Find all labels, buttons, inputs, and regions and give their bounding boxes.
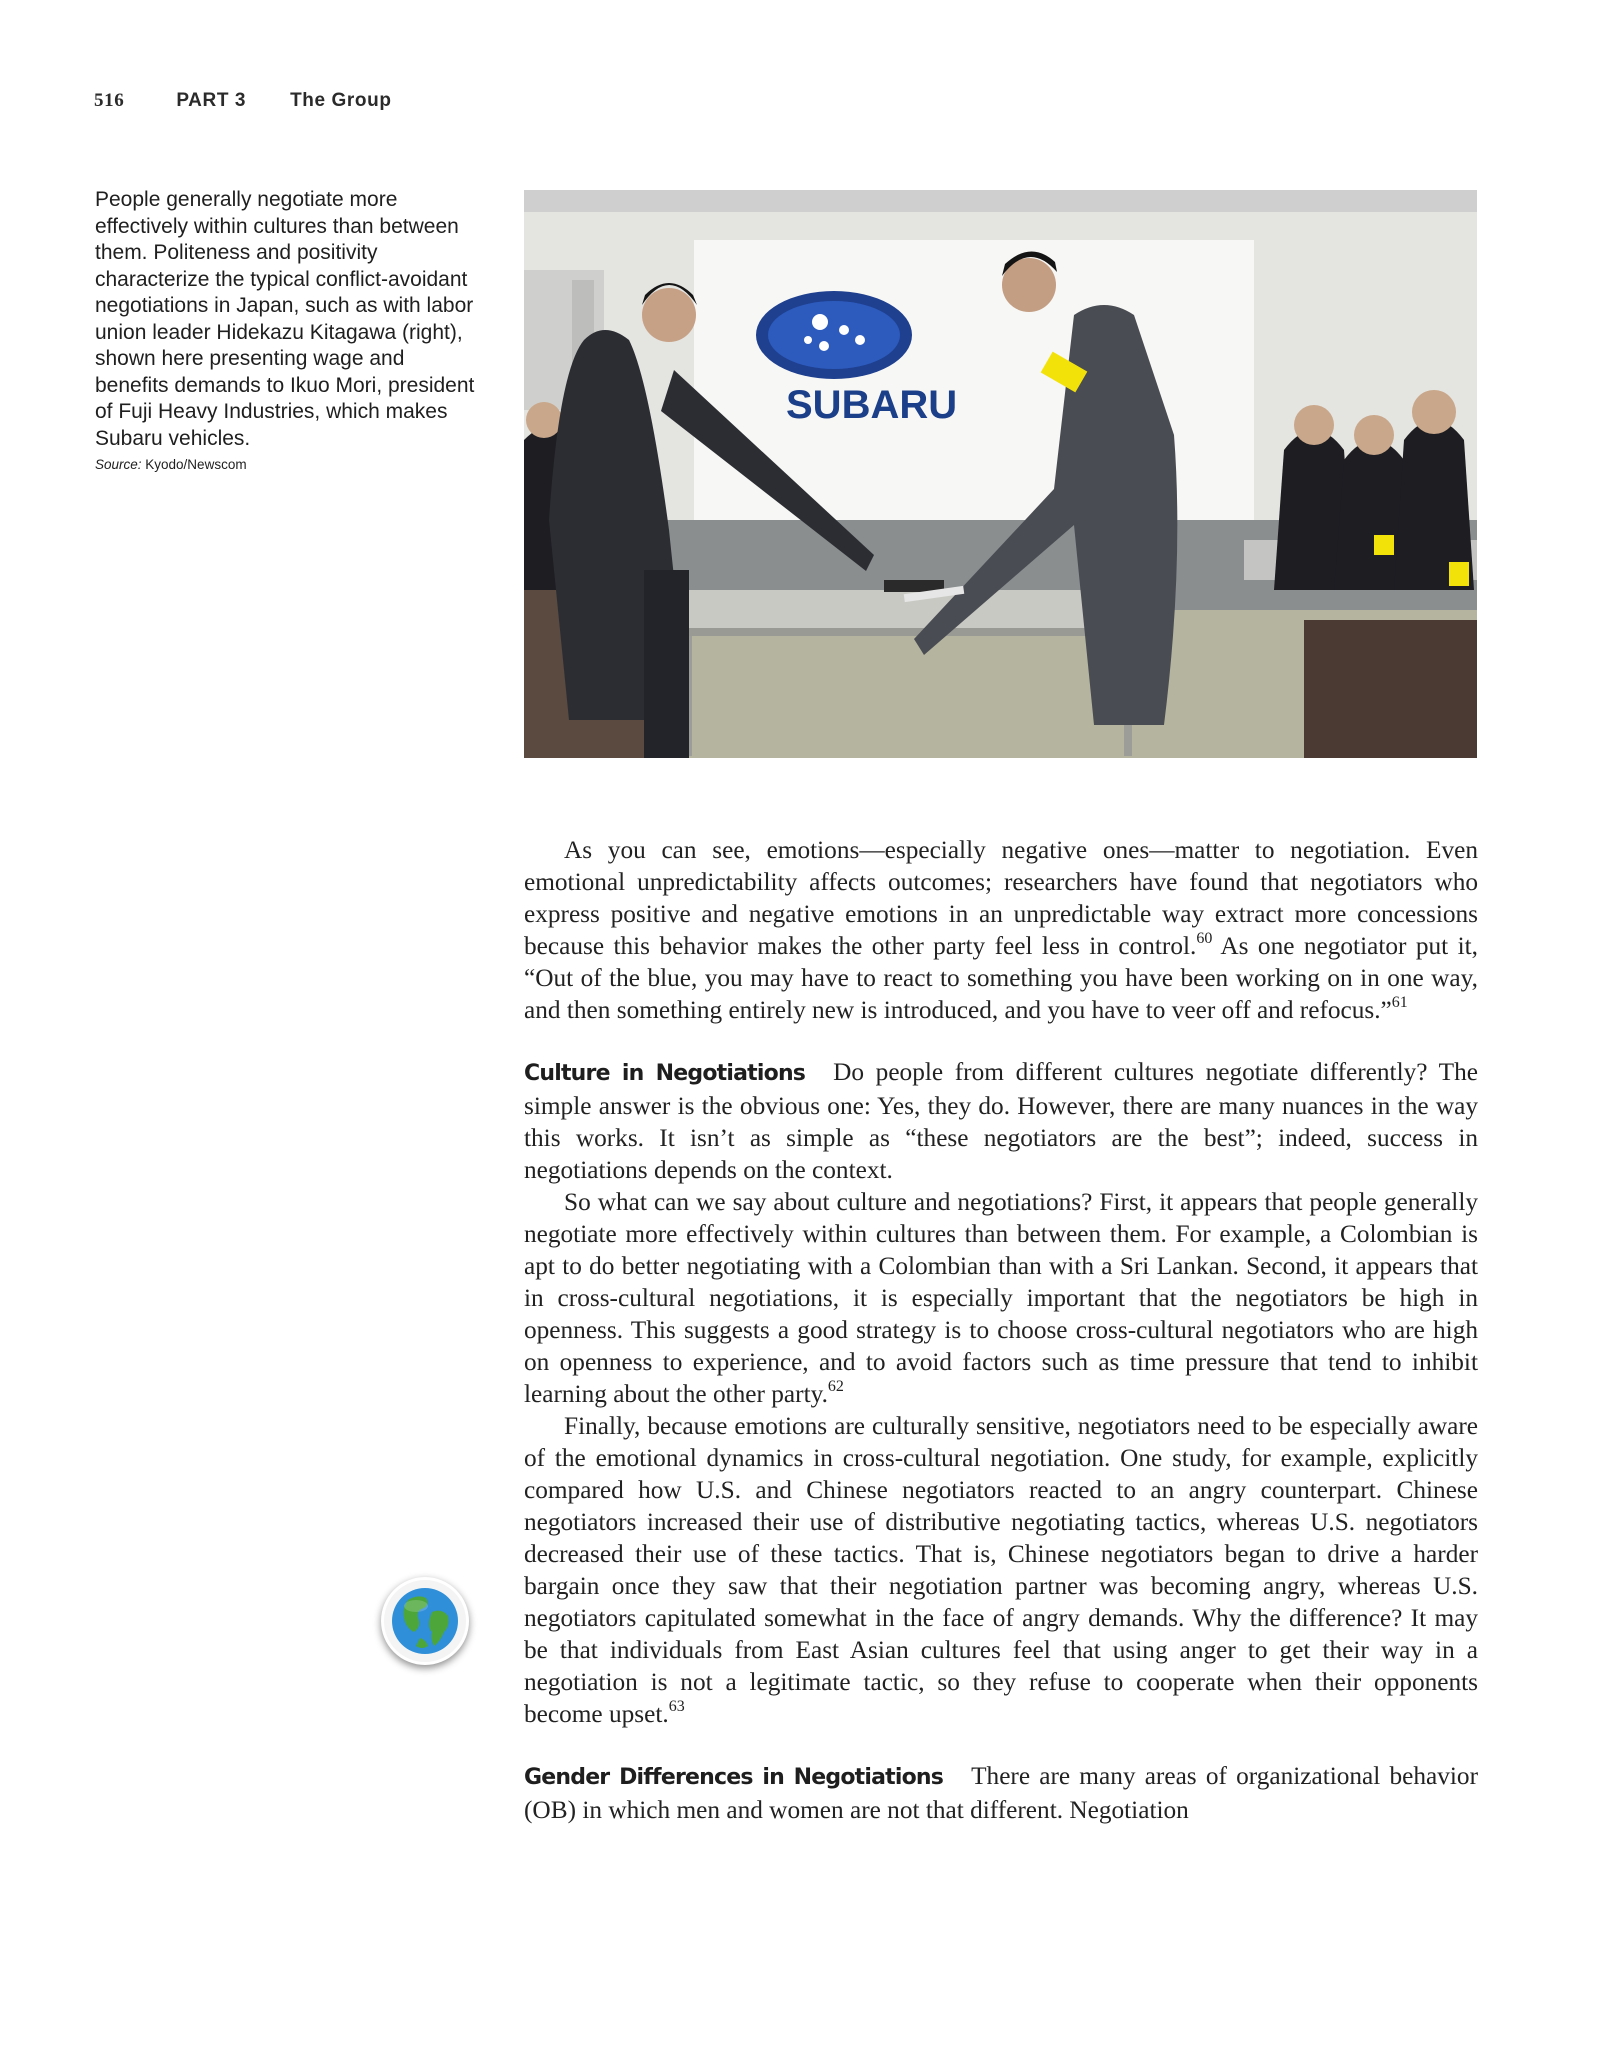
footnote-ref: 63	[668, 1697, 685, 1715]
paragraph-text: As one negotiator put it, “Out of the blue, you may have to react to something you have been working on in one way, and then something entirely new is introduced, and you have to veer off and refocus.”	[524, 932, 1478, 1024]
paragraph-text: Do people from different cultures negotiate differently? The simple answer is the obvious one: Yes, they do. However, there are many nuances in the way this works. It isn’t as simple as “these negotiators are the best”; indeed, success in negotiations depends on the context.	[524, 1058, 1479, 1184]
footnote-ref: 61	[1391, 993, 1408, 1011]
banner-text: SUBARU	[786, 383, 958, 427]
paragraph-text: Finally, because emotions are culturally sensitive, negotiators need to be especially aware of the emotional dynamics in cross-cultural negotiation. One study, for example, explicitly compared how U.S. and Chinese negotiators reacted to an angry counterpart. Chinese negotiators increased their use of distributive negotiating tactics, whereas U.S. negotiators decreased their use of these tactics. That is, Chinese negotiators began to drive a harder bargain once they saw that their negotiation partner was becoming angry, whereas U.S. negotiators capitulated somewhat in the face of angry demands. Why the difference? It may be that individuals from East Asian cultures feel that using anger to get their way in a negotiation is not a legitimate tactic, so they refuse to cooperate when their opponents become upset.	[524, 1412, 1478, 1728]
paragraph-culture	[524, 1056, 1478, 1186]
figure-photo	[524, 190, 1477, 758]
globe-badge	[381, 1577, 469, 1665]
paragraph-gender	[524, 1760, 1478, 1826]
section-title: The Group	[290, 90, 392, 111]
caption-source	[95, 456, 480, 474]
running-head	[94, 90, 392, 112]
paragraph-emotional-dynamics	[524, 1410, 1478, 1730]
paragraph-text: There are many areas of organizational behavior (OB) in which men and women are not that different. Negotiation	[524, 1762, 1478, 1824]
paragraph-text: So what can we say about culture and negotiations? First, it appears that people generally negotiate more effectively within cultures than between them. For example, a Colombian is apt to do better negotiating with a Colombian than with a Sri Lankan. Second, it appears that in cross-cultural negotiations, it is especially important that the negotiators be high in openness. This suggests a good strategy is to choose cross-cultural negotiators who are high on openness to experience, and to avoid factors such as time pressure that tend to inhibit learning about the other party.	[524, 1188, 1478, 1408]
globe-icon	[390, 1586, 460, 1656]
figure-caption	[95, 187, 480, 474]
body-text	[524, 834, 1478, 1826]
page-number: 516	[94, 90, 125, 111]
footnote-ref: 60	[1196, 929, 1213, 947]
paragraph-culture-effects	[524, 1186, 1478, 1410]
paragraph-text: As you can see, emotions—especially negative ones—matter to negotiation. Even emotional unpredictability affects outcomes; researchers have found that negotiators who express positive and negative emotions in an unpredictable way extract more concessions because this behavior makes the other party feel less in control.	[524, 836, 1478, 960]
paragraph-emotions	[524, 834, 1478, 1026]
source-label: Source:	[95, 457, 142, 472]
footnote-ref: 62	[827, 1377, 844, 1395]
source-text: Kyodo/Newscom	[141, 457, 247, 472]
heading-gender-differences: Gender Differences in Negotiations	[524, 1765, 944, 1790]
photo-icon	[524, 190, 1477, 758]
part-label: PART 3	[176, 90, 247, 111]
caption-text: People generally negotiate more effectively within cultures than between them. Politeness and positivity characterize the typical conflict-avoidant negotiations in Japan, such as with labor union leader Hidekazu Kitagawa (right), shown here presenting wage and benefits demands to Ikuo Mori, president of Fuji Heavy Industries, which makes Subaru vehicles.	[95, 188, 475, 450]
heading-culture-in-negotiations: Culture in Negotiations	[524, 1061, 806, 1086]
